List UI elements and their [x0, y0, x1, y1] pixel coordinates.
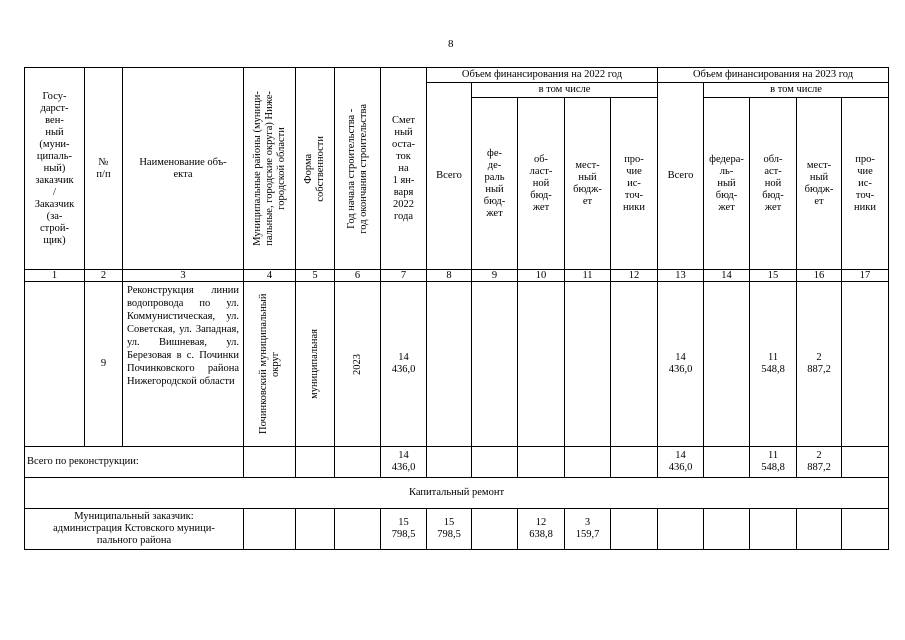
- total-regional-2023: 11 548,8: [750, 447, 797, 478]
- customer-total-2022: 15 798,5: [427, 509, 472, 550]
- header-total-2022: Всего: [427, 83, 472, 270]
- cell-empty: [611, 447, 658, 478]
- column-number: 9: [472, 270, 518, 282]
- cell-empty: [296, 509, 335, 550]
- column-number: 3: [123, 270, 244, 282]
- column-number: 12: [611, 270, 658, 282]
- cell-other-2022: [611, 282, 658, 447]
- table-row: [25, 282, 889, 447]
- cell-empty: [842, 447, 889, 478]
- column-number: 16: [797, 270, 842, 282]
- column-number: 11: [565, 270, 611, 282]
- cell-empty: [611, 509, 658, 550]
- cell-balance: 14 436,0: [381, 282, 427, 447]
- cell-empty: [658, 509, 704, 550]
- cell-empty: [335, 447, 381, 478]
- cell-empty: [335, 509, 381, 550]
- header-financing-2023: Объем финансирования на 2023 год: [658, 68, 889, 83]
- header-financing-2022: Объем финансирования на 2022 год: [427, 68, 658, 83]
- column-number: 7: [381, 270, 427, 282]
- section-title: Капитальный ремонт: [25, 478, 889, 509]
- header-including-2022: в том числе: [472, 83, 658, 98]
- column-number: 15: [750, 270, 797, 282]
- header-total-2023: Всего: [658, 83, 704, 270]
- header-local-2023: мест- ный бюдж- ет: [797, 98, 842, 270]
- cell-local-2023: 2 887,2: [797, 282, 842, 447]
- financing-table: [24, 67, 889, 550]
- header-regional-2022: об- ласт- ной бюд- жет: [518, 98, 565, 270]
- customer-regional-2022: 12 638,8: [518, 509, 565, 550]
- cell-total-2023: 14 436,0: [658, 282, 704, 447]
- header-regional-2023: обл- аст- ной бюд- жет: [750, 98, 797, 270]
- cell-empty: [750, 509, 797, 550]
- column-number: 14: [704, 270, 750, 282]
- total-balance: 14 436,0: [381, 447, 427, 478]
- column-number: 8: [427, 270, 472, 282]
- cell-empty: [244, 509, 296, 550]
- cell-regional-2022: [518, 282, 565, 447]
- cell-other-2023: [842, 282, 889, 447]
- table-row: [25, 478, 889, 509]
- cell-empty: [704, 509, 750, 550]
- cell-years: 2023: [335, 282, 381, 447]
- header-number: № п/п: [85, 68, 123, 270]
- column-numbers-row: [25, 270, 889, 282]
- header-customer: Госу- дарст- вен- ный (муни- ципаль- ный) заказчик / Заказчик (за- строй- щик): [25, 68, 85, 270]
- cell-empty: [427, 447, 472, 478]
- cell-empty: [472, 509, 518, 550]
- header-years: Год начала строительства - год окончания строительства: [335, 68, 381, 270]
- customer-local-2022: 3 159,7: [565, 509, 611, 550]
- header-federal-2023: федера- ль- ный бюд- жет: [704, 98, 750, 270]
- page-number: 8: [448, 38, 454, 50]
- table-row: [25, 447, 889, 478]
- customer-balance: 15 798,5: [381, 509, 427, 550]
- cell-empty: [704, 447, 750, 478]
- column-number: 4: [244, 270, 296, 282]
- cell-empty: [244, 447, 296, 478]
- total-local-2023: 2 887,2: [797, 447, 842, 478]
- total-label: Всего по реконструкции:: [25, 447, 244, 478]
- cell-empty: [565, 447, 611, 478]
- cell-object-name: Реконструкция линии водопровода по ул. Коммунистическая, ул. Советская, ул. Западная, ул. Вишневая, ул. Березовая в с. Починки Починковского района Нижегородской области: [123, 282, 244, 447]
- header-other-2023: про- чие ис- точ- ники: [842, 98, 889, 270]
- cell-federal-2023: [704, 282, 750, 447]
- header-district: Муниципальные районы (муници- пальные, городские округа) Ниже- городской области: [244, 68, 296, 270]
- cell-empty: [296, 447, 335, 478]
- cell-district: Починковский муниципальный округ: [244, 282, 296, 447]
- header-federal-2022: фе- де- раль ный бюд- жет: [472, 98, 518, 270]
- cell-total-2022: [427, 282, 472, 447]
- header-other-2022: про- чие ис- точ- ники: [611, 98, 658, 270]
- column-number: 13: [658, 270, 704, 282]
- column-number: 1: [25, 270, 85, 282]
- cell-empty: [797, 509, 842, 550]
- cell-empty: [472, 447, 518, 478]
- header-balance: Смет ный оста- ток на 1 ян- варя 2022 года: [381, 68, 427, 270]
- cell-local-2022: [565, 282, 611, 447]
- header-including-2023: в том числе: [704, 83, 889, 98]
- header-local-2022: мест- ный бюдж- ет: [565, 98, 611, 270]
- column-number: 17: [842, 270, 889, 282]
- column-number: 6: [335, 270, 381, 282]
- header-object-name: Наименование объ- екта: [123, 68, 244, 270]
- column-number: 10: [518, 270, 565, 282]
- column-number: 5: [296, 270, 335, 282]
- column-number: 2: [85, 270, 123, 282]
- cell-ownership: муниципальная: [296, 282, 335, 447]
- header-ownership: Форма собственности: [296, 68, 335, 270]
- cell-regional-2023: 11 548,8: [750, 282, 797, 447]
- cell-empty: [842, 509, 889, 550]
- cell-customer: [25, 282, 85, 447]
- cell-federal-2022: [472, 282, 518, 447]
- customer-label: Муниципальный заказчик: администрация Кстовского муници- пального района: [25, 509, 244, 550]
- total-2023: 14 436,0: [658, 447, 704, 478]
- cell-empty: [518, 447, 565, 478]
- cell-number: 9: [85, 282, 123, 447]
- table-row: [25, 509, 889, 550]
